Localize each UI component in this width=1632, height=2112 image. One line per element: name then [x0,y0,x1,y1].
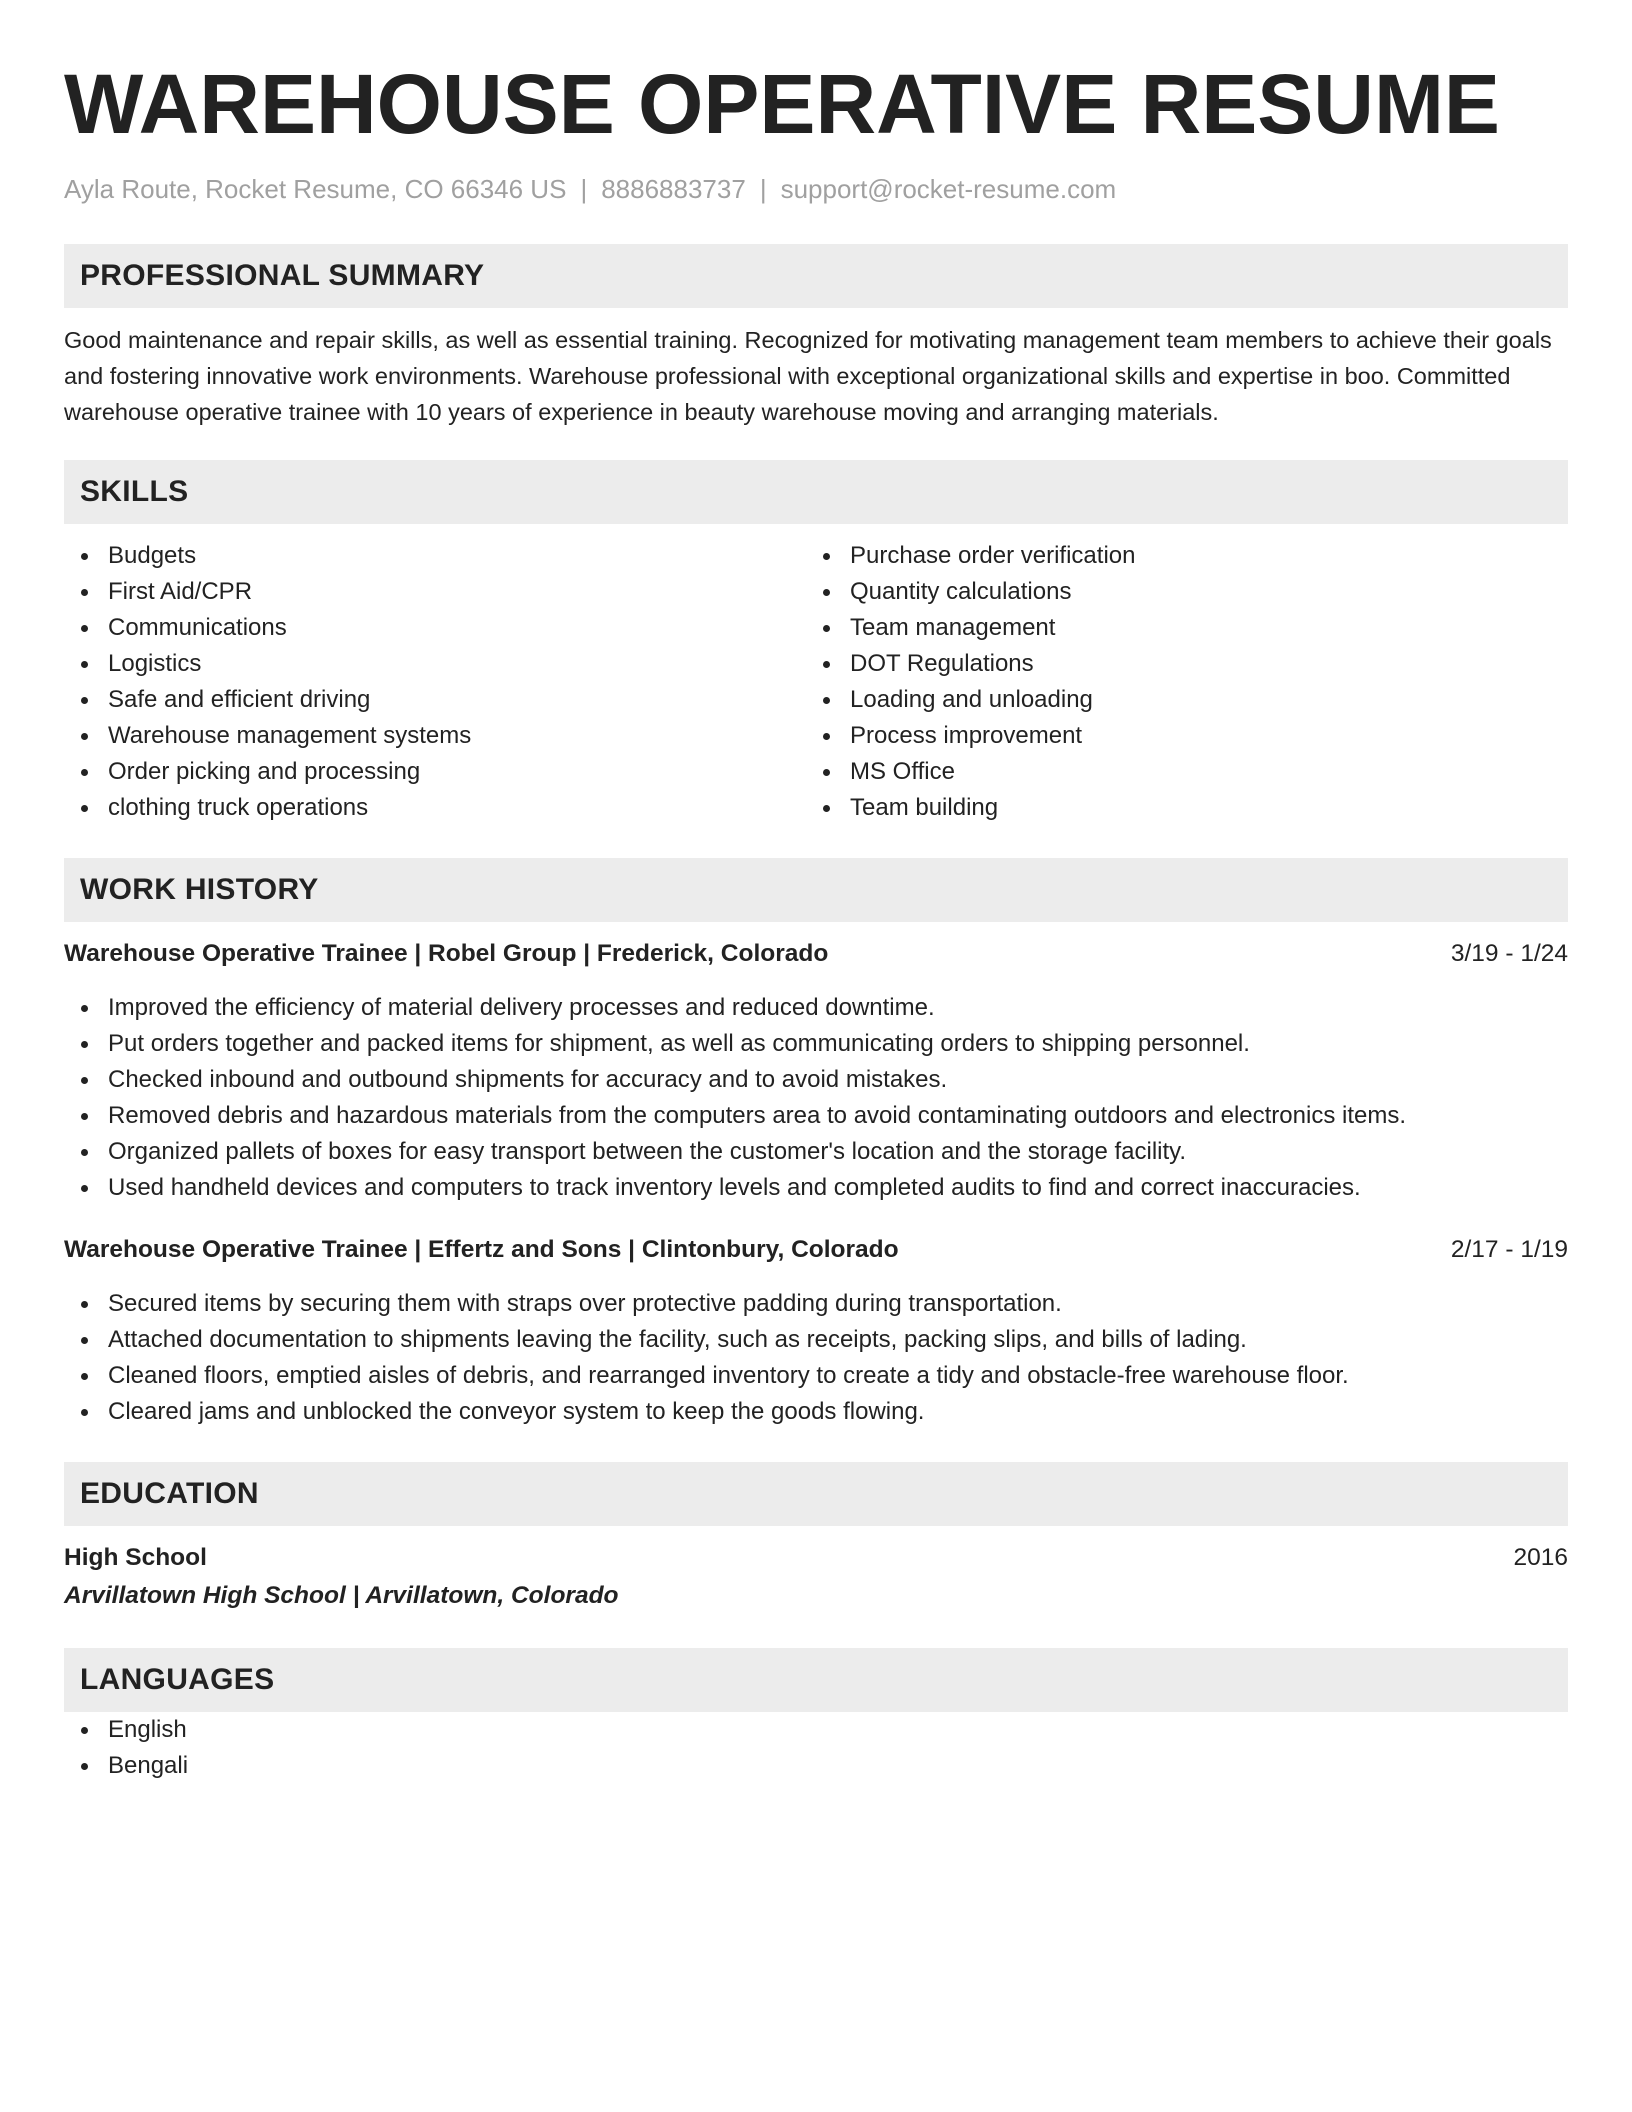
contact-line [64,172,1568,206]
job-duties-list [64,990,1568,1206]
languages-section-heading: LANGUAGES [64,1648,1568,1712]
job-title: Warehouse Operative Trainee | Effertz and Sons | Clintonbury, Colorado [64,1236,899,1263]
resume-title: WAREHOUSE OPERATIVE RESUME [64,57,1500,151]
skills-column-left [64,538,806,826]
education-header-row [64,1540,1568,1576]
education-entry [64,1540,1568,1616]
skills-list-right [806,538,1548,826]
contact-separator: | [759,174,767,204]
job-duty-item: Used handheld devices and computers to track inventory levels and completed audits to find and correct inaccuracies. [64,1170,1568,1206]
skill-item: Team management [806,610,1548,646]
skill-item: Communications [64,610,806,646]
education-school: Arvillatown High School | Arvillatown, Colorado [64,1582,619,1609]
skill-item: Logistics [64,646,806,682]
skill-item: Team building [806,790,1548,826]
education-section-heading: EDUCATION [64,1462,1568,1526]
languages-list [64,1712,1568,1784]
job-duty-item: Organized pallets of boxes for easy transport between the customer's location and the storage facility. [64,1134,1568,1170]
job-date: 3/19 - 1/24 [1450,940,1568,967]
language-item: English [64,1712,1568,1748]
job-duty-item: Attached documentation to shipments leaving the facility, such as receipts, packing slips, and bills of lading. [64,1322,1568,1358]
contact-phone: 8886883737 [601,174,746,204]
job-duty-item: Cleared jams and unblocked the conveyor system to keep the goods flowing. [64,1394,1568,1430]
job-duty-item: Secured items by securing them with straps over protective padding during transportation. [64,1286,1568,1322]
summary-section-heading: PROFESSIONAL SUMMARY [64,244,1568,308]
skill-item: DOT Regulations [806,646,1548,682]
skill-item: Quantity calculations [806,574,1548,610]
contact-email: support@rocket-resume.com [780,174,1117,204]
work-history-section-heading: WORK HISTORY [64,858,1568,922]
job-header-row [64,936,1568,972]
education-degree: High School [64,1544,207,1571]
job-header-row [64,1232,1568,1268]
skills-column-right [806,538,1548,826]
skill-item: Budgets [64,538,806,574]
skills-list-left [64,538,806,826]
skill-item: Safe and efficient driving [64,682,806,718]
skill-item: Purchase order verification [806,538,1548,574]
job-duty-item: Improved the efficiency of material delivery processes and reduced downtime. [64,990,1568,1026]
job-entry [64,1232,1568,1430]
job-duty-item: Checked inbound and outbound shipments for accuracy and to avoid mistakes. [64,1062,1568,1098]
skill-item: Loading and unloading [806,682,1548,718]
skill-item: Process improvement [806,718,1548,754]
skills-grid [64,538,1568,826]
skill-item: Warehouse management systems [64,718,806,754]
job-entry [64,936,1568,1206]
language-item: Bengali [64,1748,1568,1784]
skill-item: First Aid/CPR [64,574,806,610]
contact-separator: | [580,174,588,204]
skills-section-heading: SKILLS [64,460,1568,524]
summary-text: Good maintenance and repair skills, as well as essential training. Recognized for motivating management team members to achieve their goals and fostering innovative work environments. Warehouse professional with exceptional organizational skills and expertise in boo. Committed warehouse operative trainee with 10 years of experience in beauty warehouse moving and arranging materials. [64,327,1552,425]
skill-item: clothing truck operations [64,790,806,826]
job-duty-item: Put orders together and packed items for shipment, as well as communicating orders to shipping personnel. [64,1026,1568,1062]
education-date: 2016 [1513,1544,1568,1571]
job-duty-item: Removed debris and hazardous materials from the computers area to avoid contaminating outdoors and electronics items. [64,1098,1568,1134]
skill-item: Order picking and processing [64,754,806,790]
job-title: Warehouse Operative Trainee | Robel Group | Frederick, Colorado [64,940,829,967]
job-date: 2/17 - 1/19 [1450,1236,1568,1263]
job-duties-list [64,1286,1568,1430]
skill-item: MS Office [806,754,1548,790]
contact-address: Ayla Route, Rocket Resume, CO 66346 US [64,174,567,204]
job-duty-item: Cleaned floors, emptied aisles of debris, and rearranged inventory to create a tidy and obstacle-free warehouse floor. [64,1358,1568,1394]
